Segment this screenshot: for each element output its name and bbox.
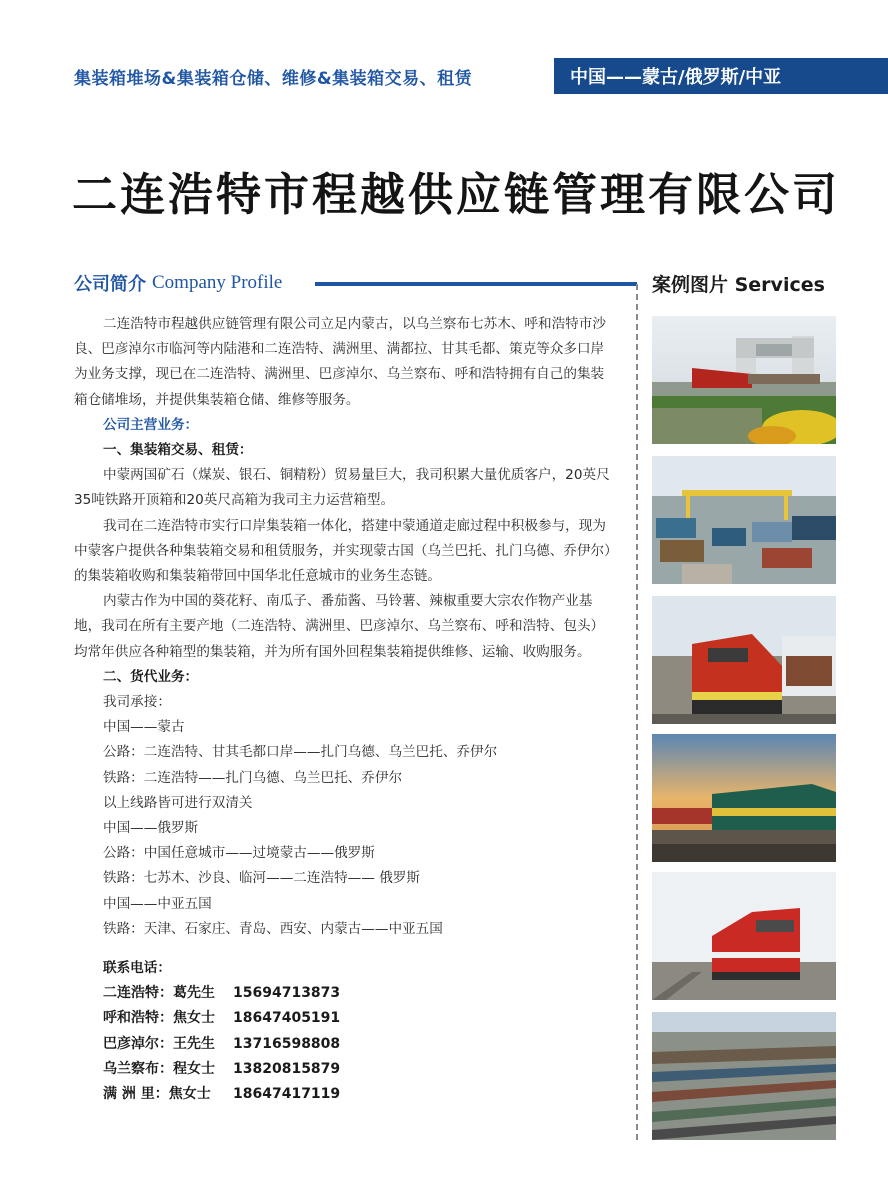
contact-list <box>74 981 614 1107</box>
section2-line: 中国——俄罗斯 <box>103 820 199 837</box>
section2-line: 我司承接： <box>103 694 171 711</box>
section2-line: 铁路：天津、石家庄、青岛、西安、内蒙古——中亚五国 <box>103 920 443 937</box>
contact-row <box>103 1006 614 1031</box>
section2-line: 公路：中国任意城市——过境蒙古——俄罗斯 <box>103 845 375 862</box>
contact-name: 呼和浩特：焦女士 <box>103 1010 215 1027</box>
profile-heading <box>74 270 282 296</box>
section2-line: 铁路：七苏木、沙良、临河——二连浩特—— 俄罗斯 <box>103 870 420 887</box>
section2-line: 铁路：二连浩特——扎门乌德、乌兰巴托、乔伊尔 <box>103 769 403 786</box>
section1-title: 一、集装箱交易、租赁： <box>103 442 253 459</box>
section2-line: 以上线路皆可进行双清关 <box>103 794 253 811</box>
section2-line: 中国——中亚五国 <box>103 895 212 912</box>
main-business-label: 公司主营业务： <box>103 416 199 433</box>
contact-phone[interactable]: 13820815879 <box>233 1060 341 1077</box>
photo-border-gate-train <box>652 316 836 444</box>
section1-paragraph-1: 中蒙两国矿石（煤炭、银石、铜精粉）贸易量巨大，我司积累大量优质客户，20英尺35吨铁路开顶箱和20英尺高箱为我司主力运营箱型。 <box>74 467 610 509</box>
route-banner: 中国——蒙古/俄罗斯/中亚 <box>554 58 888 94</box>
contact-name: 满 洲 里：焦女士 <box>103 1086 211 1103</box>
photo-red-locomotive-yard <box>652 596 836 724</box>
contact-row <box>103 1057 614 1082</box>
contact-row <box>103 1082 614 1107</box>
contact-label: 联系电话： <box>103 960 171 977</box>
section1-paragraph-2: 我司在二连浩特市实行口岸集装箱一体化，搭建中蒙通道走廊过程中积极参与，现为中蒙客户提供各种集装箱交易和租赁服务，并实现蒙古国（乌兰巴托、扎门乌德、乔伊尔）的集装箱收购和集装箱带回中国华北任意城市的业务生态链。 <box>74 517 611 585</box>
profile-heading-en: Company Profile <box>152 272 283 293</box>
contact-name: 巴彦淖尔：王先生 <box>103 1035 215 1052</box>
photo-marshalling-yard-aerial <box>652 1012 836 1140</box>
column-divider <box>636 284 638 1140</box>
profile-body <box>74 312 614 1107</box>
contact-name: 二连浩特：葛先生 <box>103 985 215 1002</box>
contact-name: 乌兰察布：程女士 <box>103 1060 215 1077</box>
section1-paragraph-3: 内蒙古作为中国的葵花籽、南瓜子、番茄酱、马铃薯、辣椒重要大宗农作物产业基地，我司在所有主要产地（二连浩特、满洲里、巴彦淖尔、乌兰察布、呼和浩特、包头）均常年供应各种箱型的集装箱，并为所有国外回程集装箱提供维修、运输、收购服务。 <box>74 593 605 660</box>
contact-phone[interactable]: 13716598808 <box>233 1035 341 1052</box>
photo-red-locomotive-tracks <box>652 872 836 1000</box>
contact-phone[interactable]: 15694713873 <box>233 985 341 1002</box>
contact-row <box>103 981 614 1006</box>
profile-heading-rule <box>315 282 637 286</box>
contact-phone[interactable]: 18647405191 <box>233 1010 341 1027</box>
services-heading: 案例图片 Services <box>652 274 825 296</box>
intro-paragraph: 二连浩特市程越供应链管理有限公司立足内蒙古，以乌兰察布七苏木、呼和浩特市沙良、巴彦淖尔市临河等内陆港和二连浩特、满洲里、满都拉、甘其毛都、策克等众多口岸为业务支撑，现已在二连浩特、满洲里、巴彦淖尔、乌兰察布、呼和浩特拥有自己的集装箱仓储堆场，并提供集装箱仓储、维修等服务。 <box>74 316 606 408</box>
photo-train-sunset <box>652 734 836 862</box>
photo-container-yard <box>652 456 836 584</box>
company-title: 二连浩特市程越供应链管理有限公司 <box>72 168 841 221</box>
section2-line: 中国——蒙古 <box>103 719 185 736</box>
section2-line: 公路：二连浩特、甘其毛都口岸——扎门乌德、乌兰巴托、乔伊尔 <box>103 744 498 761</box>
section2-title: 二、货代业务： <box>103 668 199 685</box>
tagline: 集装箱堆场&集装箱仓储、维修&集装箱交易、租赁 <box>74 69 473 89</box>
contact-row <box>103 1032 614 1057</box>
contact-phone[interactable]: 18647417119 <box>233 1086 341 1103</box>
profile-heading-cn: 公司简介 <box>74 274 146 295</box>
